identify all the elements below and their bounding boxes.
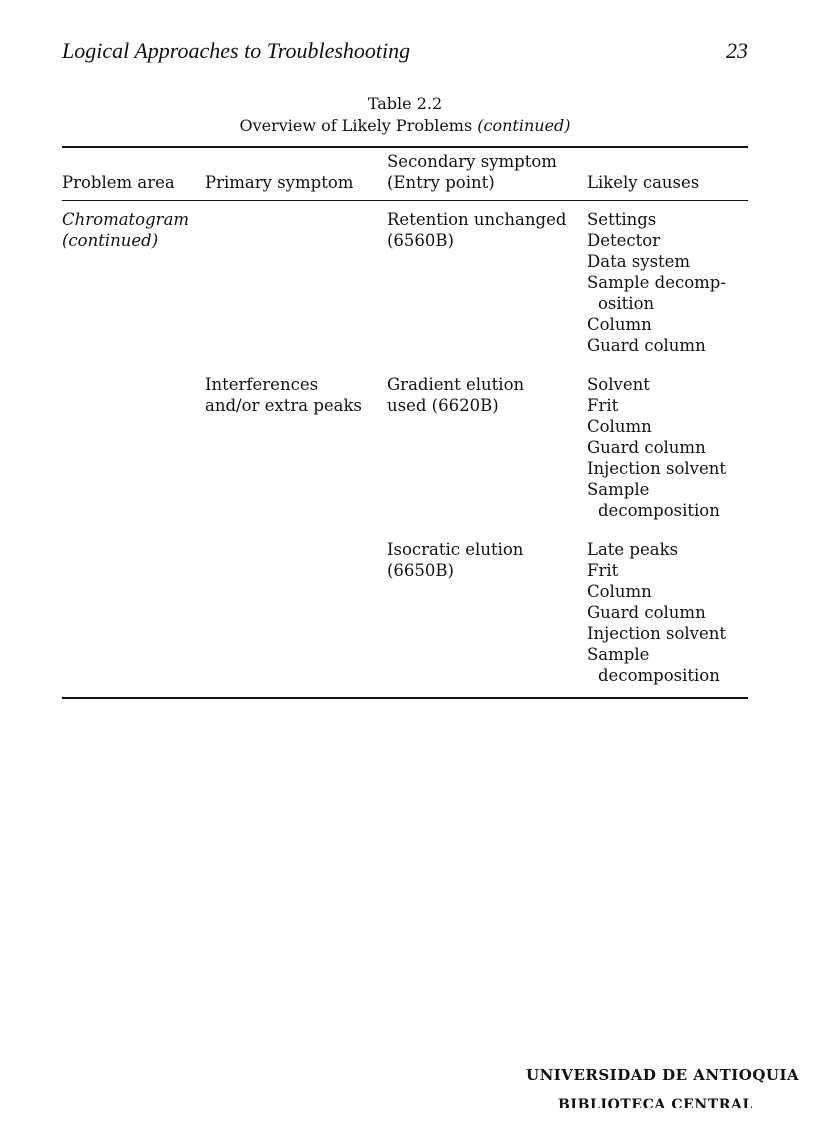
secondary-symptom-line: used (6620B) bbox=[387, 396, 499, 415]
header-likely-causes: Likely causes bbox=[587, 173, 700, 192]
cause-item: Detector bbox=[587, 231, 661, 250]
header-problem-area: Problem area bbox=[62, 173, 175, 192]
library-stamp-subtitle: BIBLIOTECA CENTRAL bbox=[558, 1097, 753, 1108]
likely-causes-cell bbox=[587, 374, 726, 521]
problem-area-cell bbox=[62, 209, 189, 251]
table-caption-suffix: (continued) bbox=[477, 116, 571, 135]
secondary-symptom-line: Gradient elution bbox=[387, 375, 525, 394]
cause-item: Late peaks bbox=[587, 540, 679, 559]
secondary-symptom-line: (6560B) bbox=[387, 231, 454, 250]
secondary-symptom-cell bbox=[387, 209, 566, 251]
cause-item: Sample decomp- bbox=[587, 273, 726, 292]
cause-item: Guard column bbox=[587, 336, 706, 355]
library-stamp: UNIVERSIDAD DE ANTIOQUIA bbox=[526, 1066, 800, 1084]
secondary-symptom-cell bbox=[387, 374, 524, 416]
table-caption-title-text: Overview of Likely Problems bbox=[239, 116, 473, 135]
cause-item: decomposition bbox=[598, 666, 720, 685]
cause-item: Column bbox=[587, 315, 652, 334]
table-caption-title bbox=[62, 116, 748, 135]
secondary-symptom-line: (6650B) bbox=[387, 561, 454, 580]
table-caption-number: Table 2.2 bbox=[367, 94, 443, 113]
cause-item: Frit bbox=[587, 396, 619, 415]
primary-symptom-line: Interferences bbox=[205, 375, 319, 394]
cause-item: Settings bbox=[587, 210, 657, 229]
header-secondary-symptom bbox=[387, 151, 557, 193]
secondary-symptom-line: Retention unchanged bbox=[387, 210, 567, 229]
primary-symptom-cell bbox=[205, 374, 362, 416]
cause-item: Sample bbox=[587, 645, 650, 664]
table-bottom-rule bbox=[62, 697, 748, 699]
cause-item: Frit bbox=[587, 561, 619, 580]
cause-item: osition bbox=[598, 294, 655, 313]
primary-symptom-line: and/or extra peaks bbox=[205, 396, 362, 415]
table-header-rule bbox=[62, 200, 748, 201]
cause-item: Sample bbox=[587, 480, 650, 499]
running-header-title: Logical Approaches to Troubleshooting bbox=[62, 38, 411, 63]
table-top-rule bbox=[62, 146, 748, 148]
cause-item: Injection solvent bbox=[587, 459, 727, 478]
cause-item: Data system bbox=[587, 252, 691, 271]
likely-causes-cell bbox=[587, 539, 726, 686]
cause-item: Guard column bbox=[587, 603, 706, 622]
header-secondary-line1: Secondary symptom bbox=[387, 152, 557, 171]
cause-item: Column bbox=[587, 417, 652, 436]
likely-causes-cell bbox=[587, 209, 726, 356]
header-secondary-line2: (Entry point) bbox=[387, 173, 495, 192]
problem-area-line: (continued) bbox=[62, 231, 159, 250]
secondary-symptom-line: Isocratic elution bbox=[387, 540, 524, 559]
cause-item: Solvent bbox=[587, 375, 650, 394]
secondary-symptom-cell bbox=[387, 539, 523, 581]
cause-item: decomposition bbox=[598, 501, 720, 520]
cause-item: Injection solvent bbox=[587, 624, 727, 643]
problem-area-line: Chromatogram bbox=[62, 210, 190, 229]
cause-item: Guard column bbox=[587, 438, 706, 457]
cause-item: Column bbox=[587, 582, 652, 601]
header-primary-symptom: Primary symptom bbox=[205, 173, 354, 192]
page-number: 23 bbox=[726, 38, 748, 63]
